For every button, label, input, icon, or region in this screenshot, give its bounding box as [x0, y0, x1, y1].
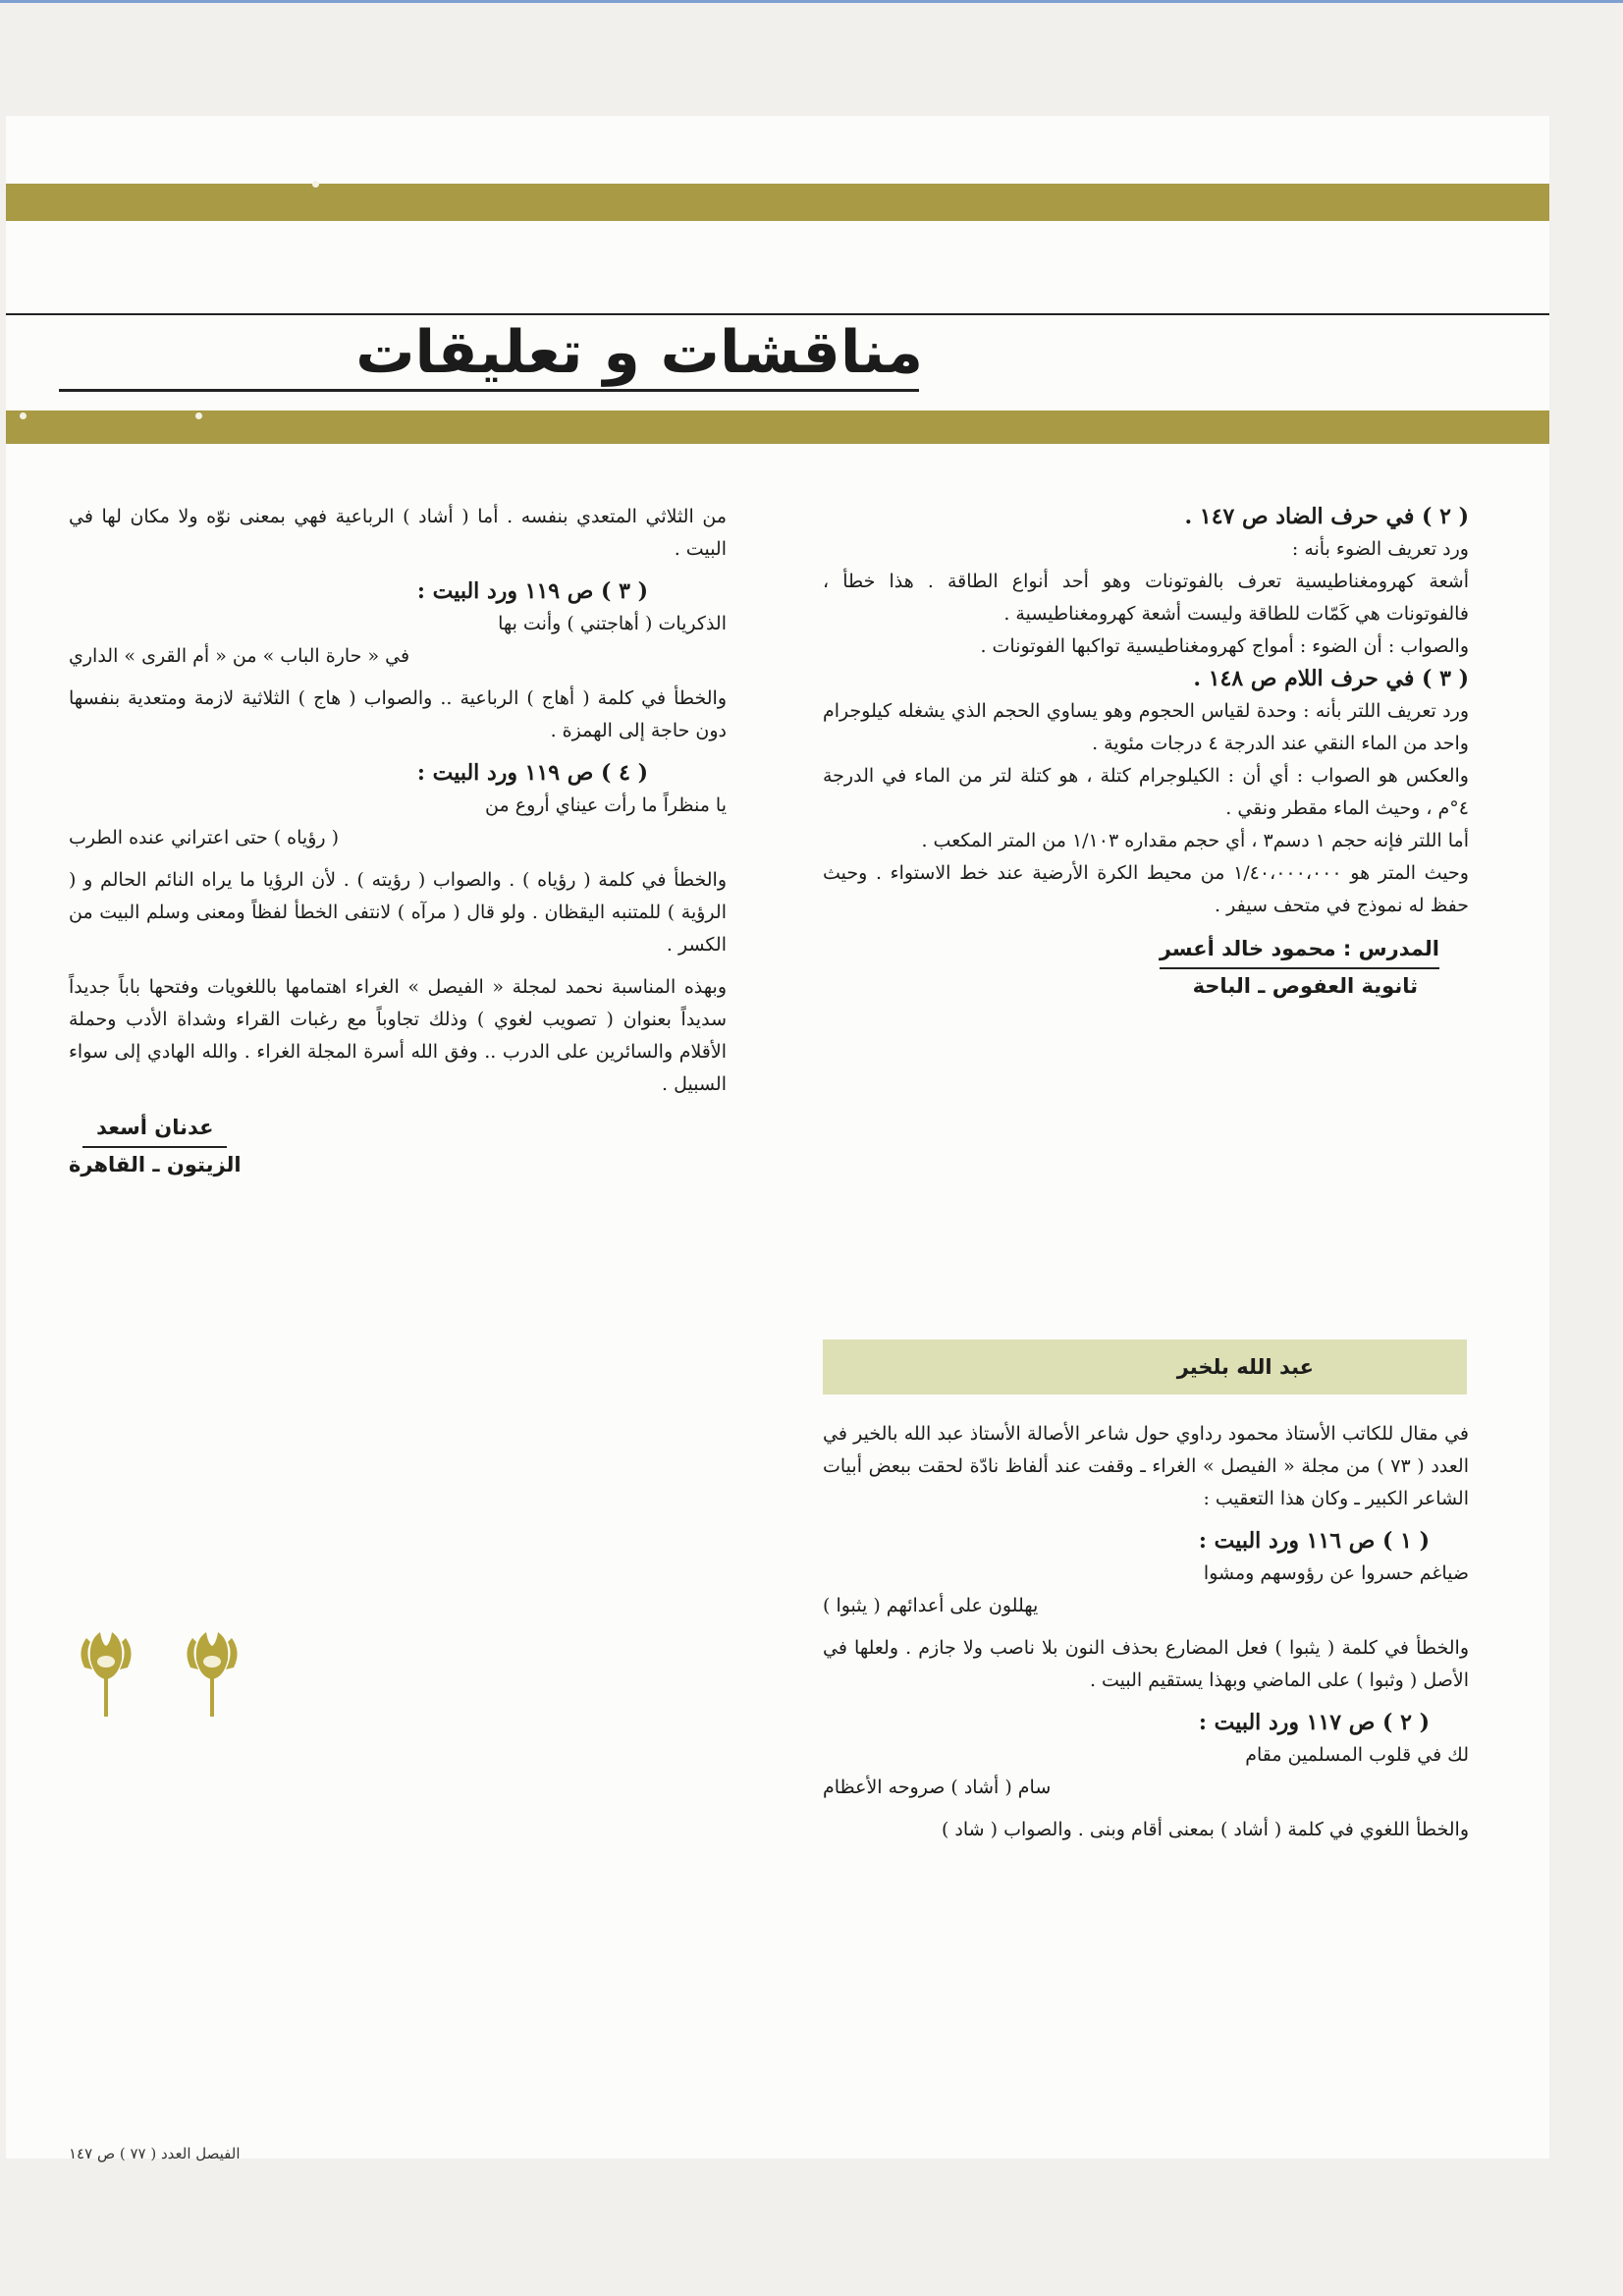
- author-signature: [69, 1111, 727, 1181]
- right-column: [823, 501, 1469, 1003]
- paragraph: ورد تعريف اللتر بأنه : وحدة لقياس الحجوم وهو يساوي الحجم الذي يشغله كيلوجرام واحد من الماء النقي عند الدرجة ٤ درجات مئوية .: [823, 700, 1469, 754]
- section-heading: ( ٢ ) ص ١١٧ ورد البيت :: [1198, 1710, 1430, 1735]
- author-name: عدنان أسعد: [82, 1111, 227, 1148]
- section-heading: ( ٣ ) ص ١١٩ ورد البيت :: [416, 578, 648, 604]
- section-heading: ( ٣ ) في حرف اللام ص ١٤٨ .: [1193, 666, 1469, 691]
- paragraph: من الثلاثي المتعدي بنفسه . أما ( أشاد ) الرباعية فهي بمعنى نوّه ولا مكان لها في البيت .: [69, 506, 727, 560]
- page-title: مناقشات و تعليقات: [355, 318, 923, 387]
- lotus-flower-icon: [81, 1632, 131, 1717]
- paragraph: والخطأ في كلمة ( يثبوا ) فعل المضارع بحذف النون بلا ناصب ولا جازم . ولعلها في الأصل ( وثبوا ) على الماضي وبهذا يستقيم البيت .: [823, 1637, 1469, 1691]
- paragraph: وحيث المتر هو ١/٤٠،٠٠٠،٠٠٠ من محيط الكرة الأرضية عند خط الاستواء . وحيث حفظ له نموذج في متحف سيفر .: [823, 862, 1469, 916]
- title-underline: [59, 389, 919, 392]
- section-heading: ( ١ ) ص ١١٦ ورد البيت :: [1198, 1528, 1430, 1554]
- header-top-bar: [6, 184, 1549, 221]
- author-name: المدرس : محمود خالد أعسر: [1160, 932, 1439, 969]
- page-footer: الفيصل العدد ( ٧٧ ) ص ١٤٧: [69, 2145, 241, 2162]
- bar-dot: [20, 412, 27, 419]
- header-rule: [6, 313, 1549, 315]
- verse-line: يهللون على أعدائهم ( يثبوا ): [823, 1595, 1039, 1616]
- paragraph: في مقال للكاتب الأستاذ محمود رداوي حول شاعر الأصالة الأستاذ عبد الله بالخير في العدد ( ٧٣ ) من مجلة « الفيصل » الغراء ـ وقفت عند ألفاظ نادّة لحقت ببعض أبيات الشاعر الكبير ـ وكان هذا التعقيب :: [823, 1423, 1470, 1509]
- author-signature: [823, 932, 1439, 1003]
- box-title: عبد الله بلخير: [1176, 1355, 1314, 1379]
- paragraph: والعكس هو الصواب : أي أن : الكيلوجرام كتلة ، هو كتلة لتر من الماء في الدرجة ٤°م ، وحيث الماء مقطر ونقي .: [823, 765, 1469, 819]
- paragraph: أشعة كهرومغناطيسية تعرف بالفوتونات وهو أحد أنواع الطاقة . هذا خطأ ، فالفوتونات هي كَمّات للطاقة وليست أشعة كهرومغناطيسية .: [823, 571, 1469, 625]
- lotus-flower-icon: [187, 1632, 237, 1717]
- paragraph: أما اللتر فإنه حجم ١ دسم٣ ، أي حجم مقداره ١/١٠٣ من المتر المكعب .: [921, 830, 1469, 851]
- paragraph: ورد تعريف الضوء بأنه :: [1291, 538, 1469, 560]
- bar-dot: [195, 412, 202, 419]
- section-heading: ( ٤ ) ص ١١٩ ورد البيت :: [416, 760, 648, 786]
- paragraph: والخطأ اللغوي في كلمة ( أشاد ) بمعنى أقام وبنى . والصواب ( شاد ): [941, 1819, 1469, 1840]
- paragraph: والخطأ في كلمة ( رؤياه ) . والصواب ( رؤيته ) . لأن الرؤيا ما يراه النائم الحالم و ( الرؤية ) للمتنبه اليقظان . ولو قال ( مرآه ) لانتفى الخطأ لفظاً ومعنى وسلم البيت من الكسر .: [69, 869, 727, 956]
- author-place: ثانوية العفوص ـ الباحة: [1192, 974, 1418, 998]
- paragraph: والخطأ في كلمة ( أهاج ) الرباعية .. والصواب ( هاج ) الثلاثية لازمة ومتعدية بنفسها دون حاجة إلى الهمزة .: [69, 687, 727, 741]
- section-box-heading: [823, 1339, 1467, 1394]
- section-heading: ( ٢ ) في حرف الضاد ص ١٤٧ .: [1184, 504, 1469, 529]
- verse-line: يا منظراً ما رأت عيناي أروع من: [485, 794, 727, 816]
- verse-line: ( رؤياه ) حتى اعتراني عنده الطرب: [69, 827, 340, 848]
- verse-line: الذكريات ( أهاجتني ) وأنت بها: [498, 613, 727, 634]
- bar-dot: [312, 181, 319, 188]
- paragraph: وبهذه المناسبة نحمد لمجلة « الفيصل » الغراء اهتمامها باللغويات وفتحها باباً جديداً سديداً بعنوان ( تصويب لغوي ) وذلك تجاوباً مع رغبات القراء وشداة الأدب وحملة الأقلام والسائرين على الدرب .. وفق الله أسرة المجلة الغراء . والله الهادي إلى سواء السبيل .: [69, 976, 727, 1095]
- left-column: [69, 501, 727, 1181]
- verse-line: ضياغم حسروا عن رؤوسهم ومشوا: [1203, 1562, 1469, 1584]
- scan-edge-line: [0, 0, 1623, 3]
- verse-line: سام ( أشاد ) صروحه الأعظام: [823, 1777, 1052, 1798]
- lotus-ornament: [71, 1622, 257, 1721]
- right-column-lower: [823, 1418, 1469, 1846]
- paragraph: والصواب : أن الضوء : أمواج كهرومغناطيسية تواكبها الفوتونات .: [980, 635, 1469, 657]
- author-place: الزيتون ـ القاهرة: [69, 1153, 242, 1176]
- header-bottom-bar: [6, 410, 1549, 444]
- verse-line: لك في قلوب المسلمين مقام: [1245, 1744, 1469, 1766]
- verse-line: في « حارة الباب » من « أم القرى » الداري: [69, 645, 410, 667]
